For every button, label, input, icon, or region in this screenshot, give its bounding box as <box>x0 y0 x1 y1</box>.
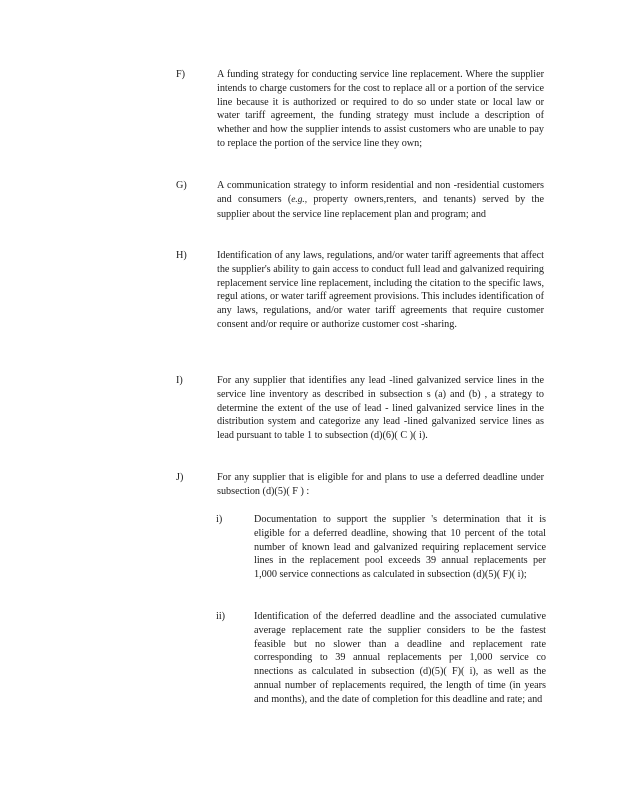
item-label: H) <box>176 250 187 261</box>
subitem-text: Identification of the deferred deadline and the associated cumulative average replacement rate the supplier considers to be the fastest feasible but no slower than a deadline and replacement rate corresponding to 39 annual replacements per 1,000 service co nnections as calculated in subsection (d)(5)( F)( i), as well as the annual number of replacements required, the length of time (in years and months), and the date of completion for this deadline and rate; and <box>254 611 546 705</box>
item-text-end: property owners,renters, and tenants) served by the supplier about the service line replacement plan and program; and <box>217 193 544 220</box>
subitem-label: i) <box>216 514 223 525</box>
item-text: A funding strategy for conducting service line replacement. Where the supplier intends to charge customers for the cost to replace all or a portion of the service line because it is authorized or required to do so under state or local law or water tariff agreement, the funding strategy must include a description of whether and how the supplier intends to assist customers who are unable to pay to replace the portion of the service line they own; <box>217 69 544 149</box>
item-text <box>217 179 544 221</box>
item-text: Identification of any laws, regulations, and/or water tariff agreements that affect the supplier's ability to gain access to conduct full lead and galvanized requiring replacement service line replacement, including the citation to the specific laws, regul ations, or water tariff agreement provisions. This includes identification of any laws, regulations, and/or water tariff agreements that require customer consent and/or require or authorize customer cost -sharing. <box>217 250 544 330</box>
subitem-label: ii) <box>216 611 226 622</box>
item-text: For any supplier that identifies any lead -lined galvanized service lines in the service line inventory as described in subsection s (a) and (b) , a strategy to determine the extent of the use of lead - lined galvanized service lines in the distribution system and categorize any lead -lined galvanized service lines as lead pursuant to table 1 to subsection (d)(6)( C )( i). <box>217 375 544 442</box>
item-label: J) <box>176 472 184 483</box>
item-text-emphasis: e.g., <box>291 194 308 205</box>
item-text: For any supplier that is eligible for and plans to use a deferred deadline under subsection (d)(5)( F ) : <box>217 472 544 497</box>
item-label: F) <box>176 69 186 80</box>
item-text-start: A communication strategy to inform residential and non -residential customers and consumers ( <box>217 180 544 205</box>
subitem-text: Documentation to support the supplier 's determination that it is eligible for a deferred deadline, showing that 10 percent of the total number of known lead and galvanized requiring replacement service lines in the replacement pool exceeds 39 annual replacements per 1,000 service connections as calculated in subsection (d)(5)( F)( i); <box>254 514 546 581</box>
item-label: I) <box>176 375 183 386</box>
item-label: G) <box>176 180 187 191</box>
